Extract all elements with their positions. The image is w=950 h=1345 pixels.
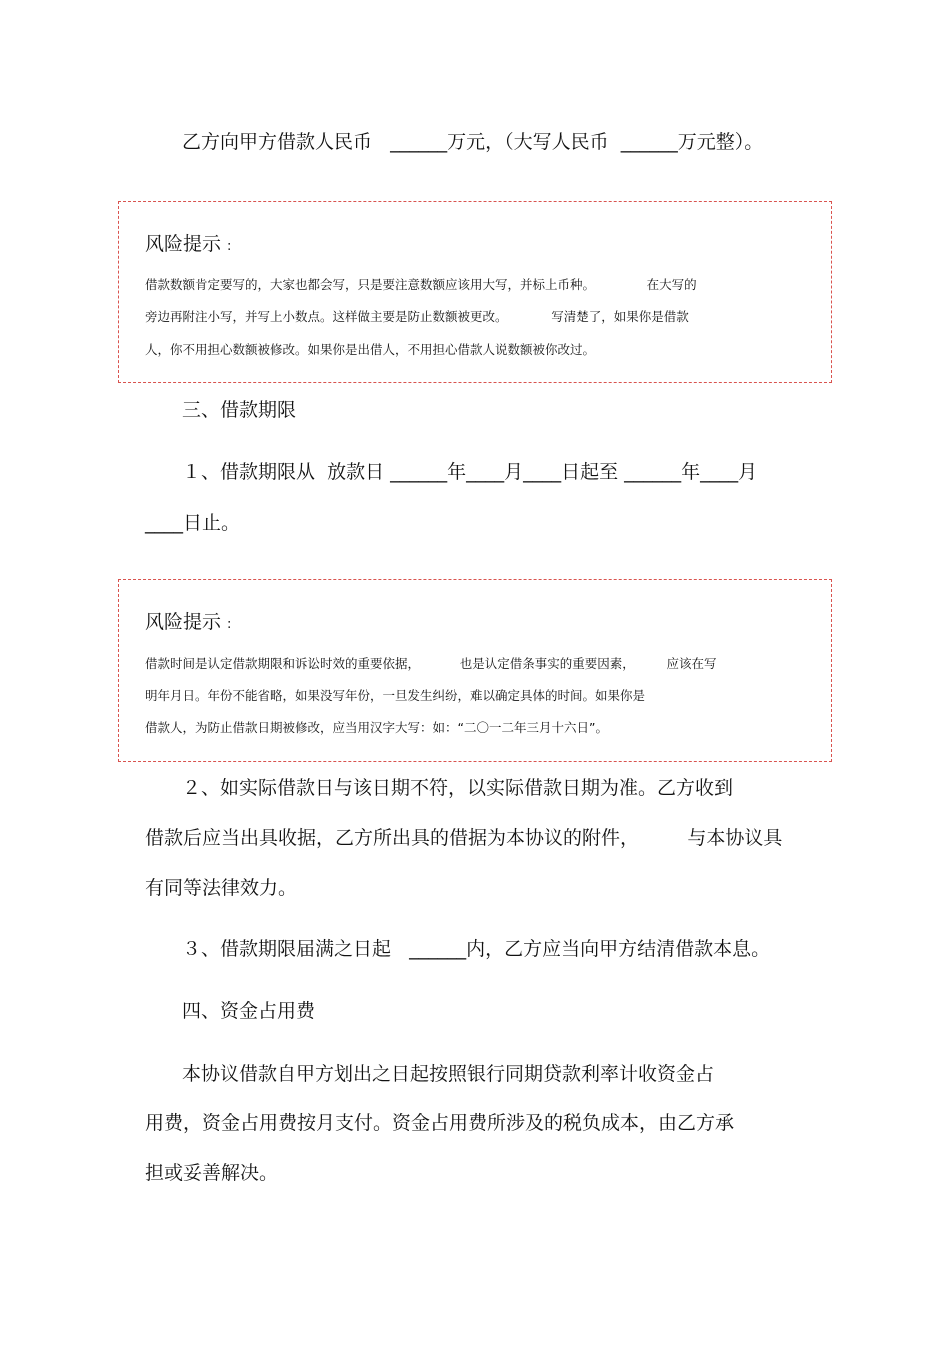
risk-tip-title: 风险提示 : bbox=[145, 233, 232, 255]
risk-tip-text: 借款数额肯定要写的，大家也都会写，只是要注意数额应该用大写，并标上币种。 在大写的 bbox=[145, 277, 697, 292]
clause-3-3: ３、借款期限届满之日起 ______内，乙方应当向甲方结清借款本息。 bbox=[182, 938, 771, 960]
clause-3-2-line-1: ２、如实际借款日与该日期不符，以实际借款日期为准。乙方收到 bbox=[182, 777, 734, 799]
section-4-body-line-3: 担或妥善解决。 bbox=[145, 1162, 279, 1184]
clause-3-2-line-3: 有同等法律效力。 bbox=[145, 877, 298, 899]
risk-tip-text: 借款时间是认定借款期限和诉讼时效的重要依据， 也是认定借条事实的重要因素， 应该在写 bbox=[145, 656, 717, 671]
clause-3-2-line-2: 借款后应当出具收据，乙方所出具的借据为本协议的附件， 与本协议具 bbox=[145, 827, 783, 849]
section-4-body-line-1: 本协议借款自甲方划出之日起按照银行同期贷款利率计收资金占 bbox=[182, 1063, 715, 1085]
risk-tip-text: 借款人，为防止借款日期被修改，应当用汉字大写：如：“二〇一二年三月十六日”。 bbox=[145, 720, 608, 735]
risk-tip-box-1 bbox=[118, 201, 832, 383]
loan-amount-line: 乙方向甲方借款人民币 ______万元，（大写人民币 ______万元整）。 bbox=[182, 131, 764, 153]
risk-tip-title: 风险提示 : bbox=[145, 611, 232, 633]
section-4-heading: 四、资金占用费 bbox=[182, 1000, 316, 1022]
risk-tip-text: 明年月日。年份不能省略，如果没写年份，一旦发生纠纷，难以确定具体的时间。如果你是 bbox=[145, 688, 646, 703]
section-3-heading: 三、借款期限 bbox=[182, 399, 297, 421]
risk-tip-text: 旁边再附注小写，并写上小数点。这样做主要是防止数额被更改。 写清楚了，如果你是借款 bbox=[145, 309, 689, 324]
risk-tip-box-2 bbox=[118, 579, 832, 762]
clause-3-1-line-2: ____日止。 bbox=[145, 512, 241, 534]
clause-3-1-line-1: １、借款期限从 放款日 ______年____月____日起至 ______年____月 bbox=[182, 461, 758, 483]
section-4-body-line-2: 用费，资金占用费按月支付。资金占用费所涉及的税负成本，由乙方承 bbox=[145, 1112, 735, 1134]
risk-tip-text: 人，你不用担心数额被修改。如果你是出借人，不用担心借款人说数额被你改过。 bbox=[145, 342, 596, 357]
